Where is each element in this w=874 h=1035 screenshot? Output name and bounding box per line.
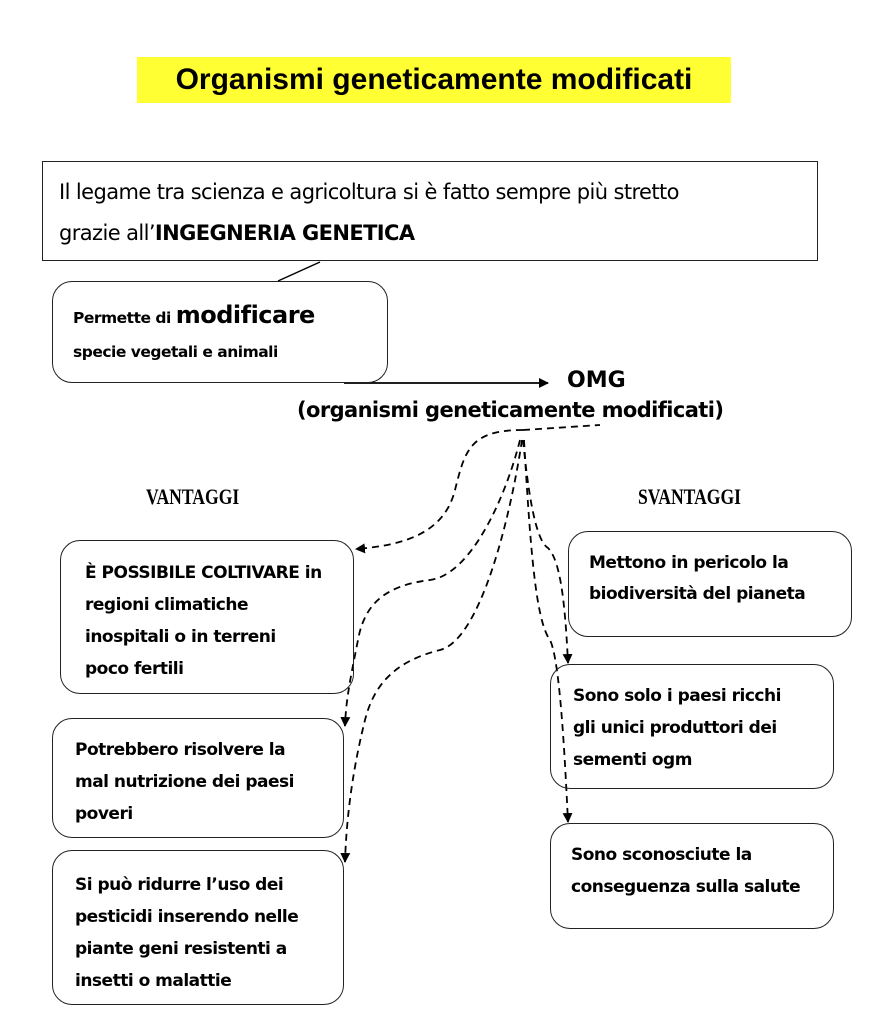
dashed-arrow-to-svantaggio-2: [523, 440, 568, 663]
box-line: conseguenza sulla salute: [571, 877, 801, 897]
box-line: pesticidi inserendo nelle: [75, 907, 299, 927]
permette-line-1: [73, 298, 387, 335]
omg-expansion: (organismi geneticamente modificati): [297, 398, 724, 422]
box-line: Mettono in pericolo la: [589, 553, 789, 573]
vantaggi-heading: VANTAGGI: [146, 484, 240, 509]
permette-box: [52, 281, 388, 383]
svantaggio-box-2: [550, 664, 834, 789]
box-line: insetti o malattie: [75, 971, 232, 991]
intro-line-2-prefix: grazie all’: [59, 221, 155, 245]
box-line: inospitali o in terreni: [85, 627, 276, 647]
box-line: biodiversità del pianeta: [589, 584, 806, 604]
box-line: regioni climatiche: [85, 595, 249, 615]
dashed-top-tick: [523, 425, 600, 430]
box-line: Si può ridurre l’uso dei: [75, 875, 284, 895]
dashed-arrow-to-vantaggio-2: [345, 440, 520, 726]
svantaggi-heading: SVANTAGGI: [638, 484, 742, 509]
callout-connector: [278, 262, 320, 281]
box-line: poveri: [75, 804, 133, 824]
permette-emphasis: modificare: [175, 301, 315, 329]
svantaggio-box-3: [550, 823, 834, 929]
box-line: Sono solo i paesi ricchi: [573, 686, 781, 706]
vantaggio-box-2: [52, 718, 344, 838]
svantaggio-box-1: [568, 531, 852, 637]
intro-line-1: Il legame tra scienza e agricoltura si è fatto sempre più stretto: [59, 180, 679, 204]
box-line: mal nutrizione dei paesi: [75, 772, 294, 792]
box-line: sementi ogm: [573, 750, 692, 770]
intro-box: [42, 161, 818, 261]
vantaggio-box-1: [60, 540, 354, 694]
omg-label: OMG: [567, 368, 626, 393]
intro-line-2-bold: INGEGNERIA GENETICA: [154, 221, 415, 245]
box-line: Potrebbero risolvere la: [75, 740, 286, 760]
dashed-arrow-to-vantaggio-3: [345, 440, 522, 862]
box-line: poco fertili: [85, 659, 184, 679]
permette-line-2: specie vegetali e animali: [73, 343, 278, 361]
dashed-arrow-to-vantaggio-1: [356, 430, 523, 549]
box-line: piante geni resistenti a: [75, 939, 287, 959]
box-line: Sono sconosciute la: [571, 845, 752, 865]
vantaggio-box-3: [52, 850, 344, 1005]
box-line: gli unici produttori dei: [573, 718, 777, 738]
page-title: Organismi geneticamente modificati: [137, 57, 731, 103]
box-line: È POSSIBILE COLTIVARE in: [85, 563, 322, 583]
permette-prefix: Permette di: [73, 309, 176, 327]
